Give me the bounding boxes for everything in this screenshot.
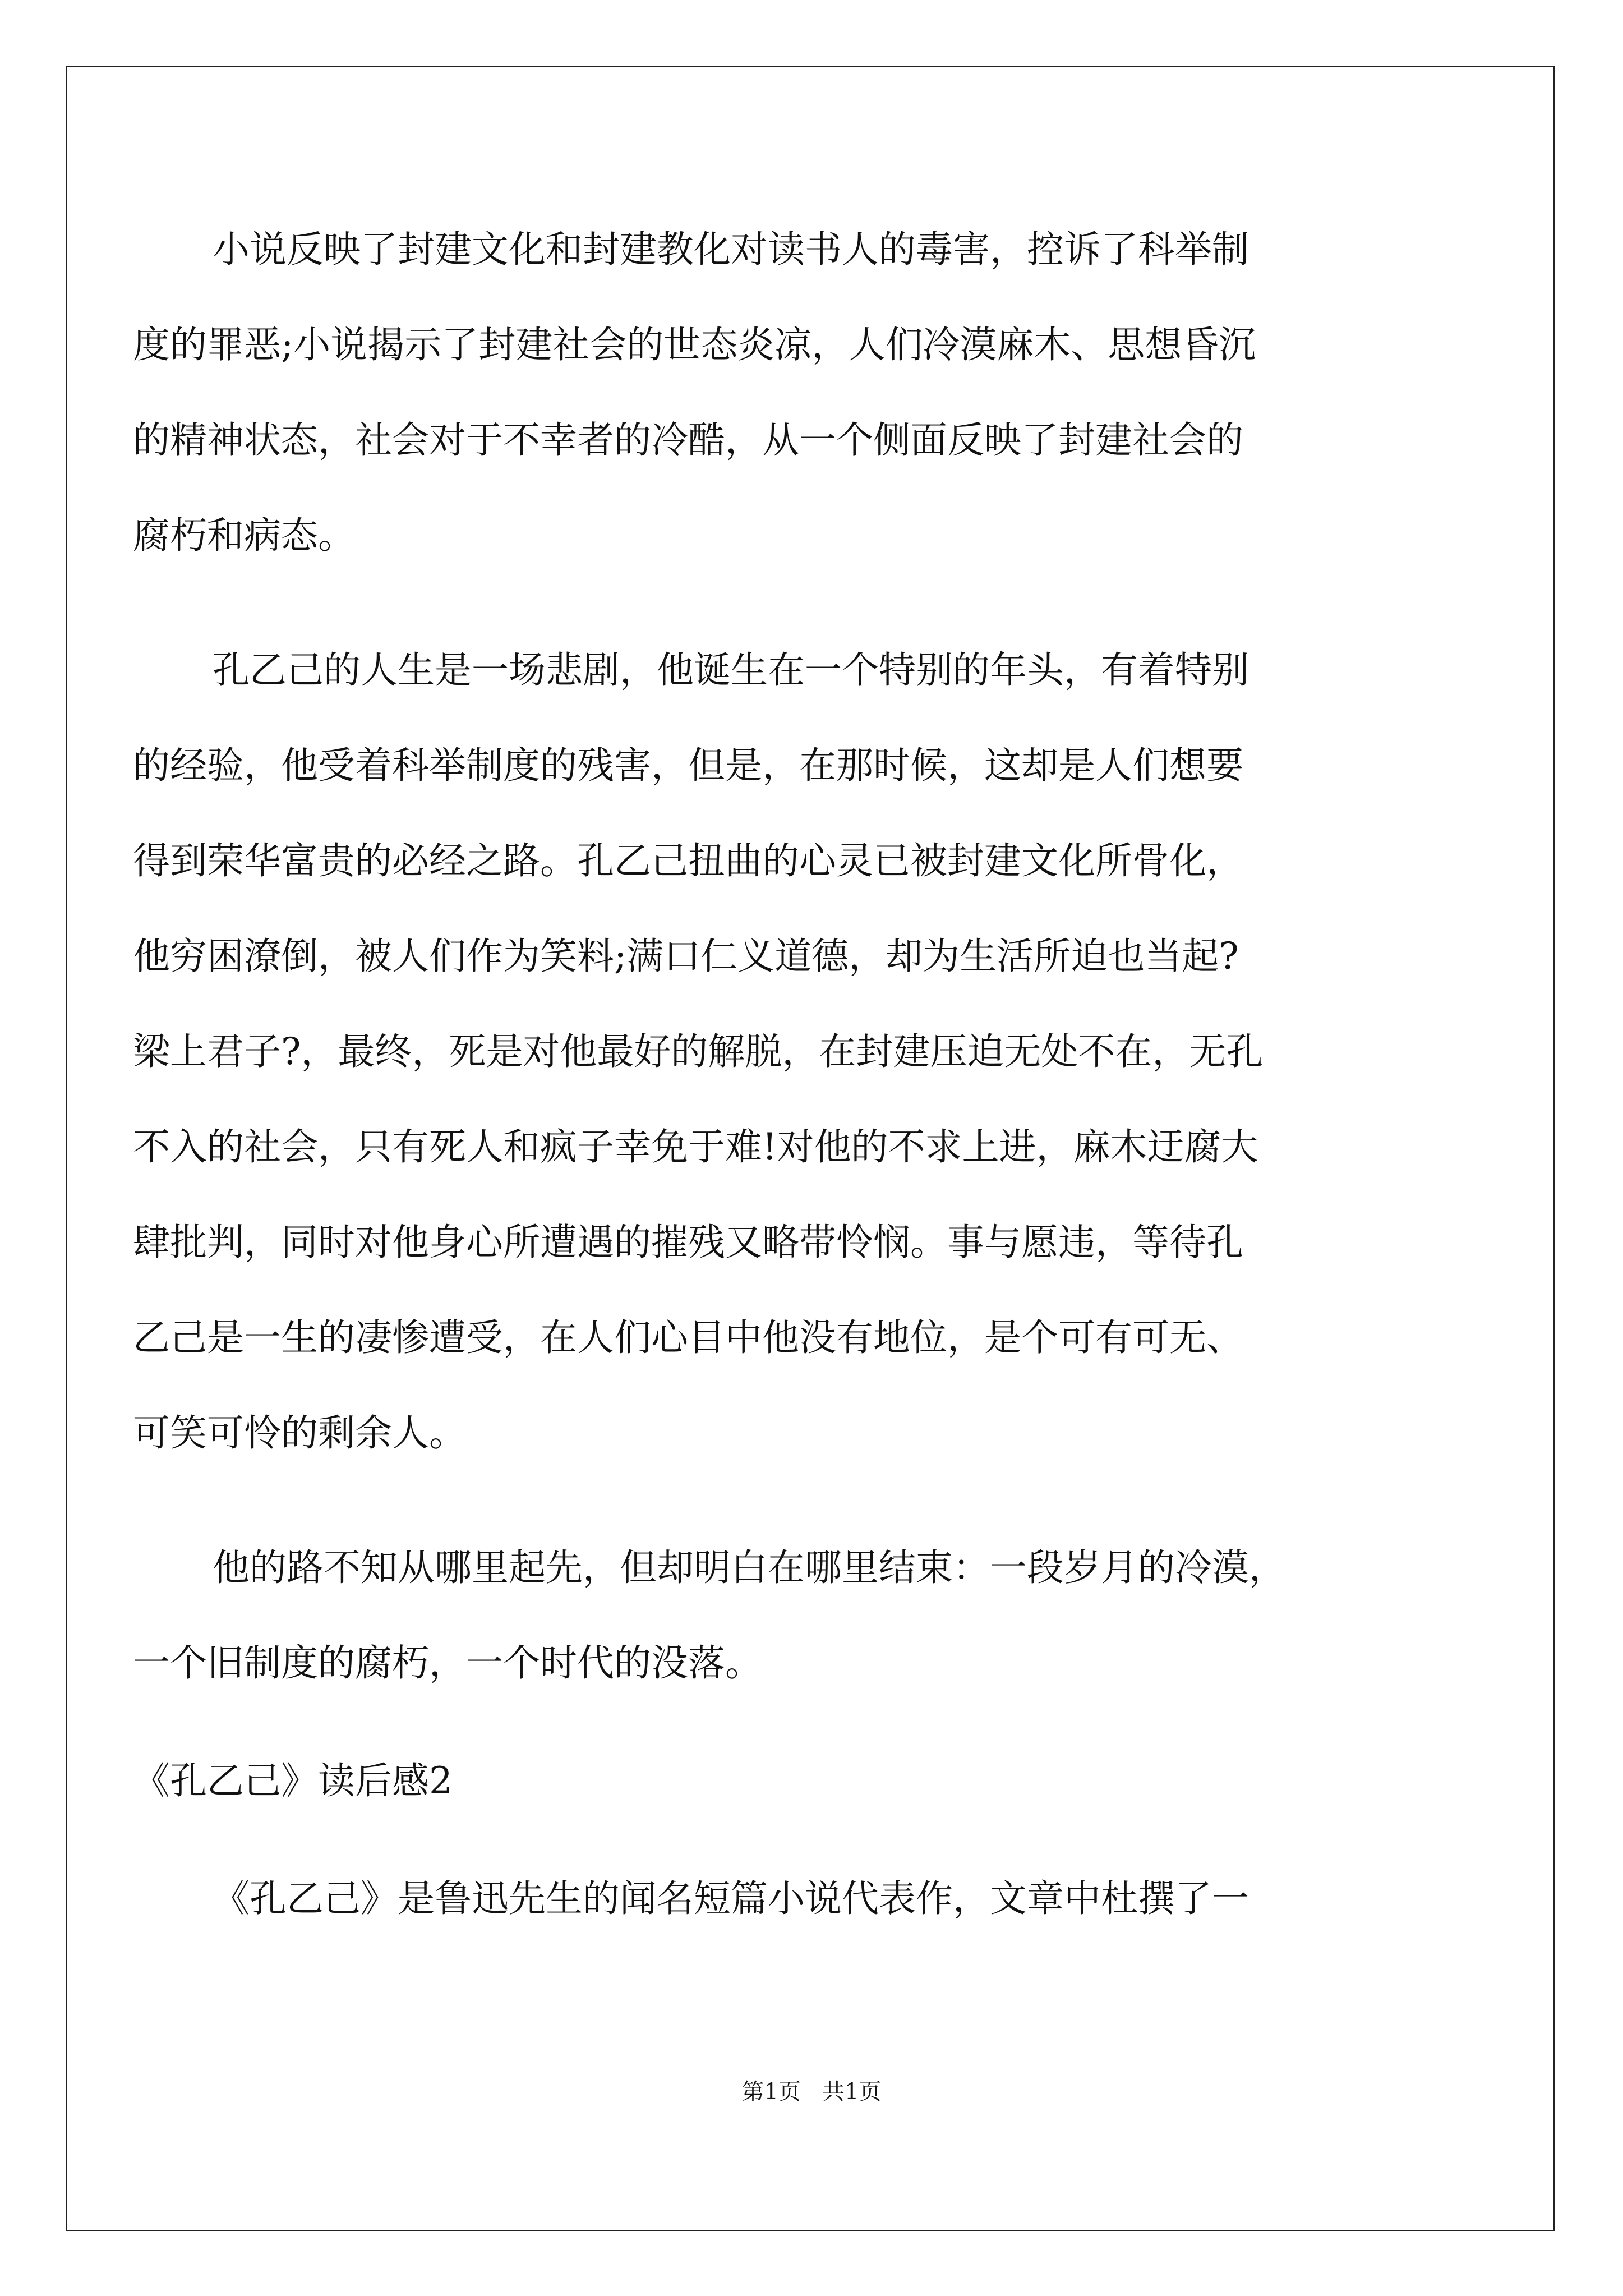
paragraph-2-line-6: 不入的社会，只有死人和疯子幸免于难!对他的不求上进，麻木迂腐大 [133,1125,1258,1168]
paragraph-2-line-1: 孔乙己的人生是一场悲剧，他诞生在一个特别的年头，有着特别 [213,648,1249,692]
paragraph-3-line-2: 一个旧制度的腐朽，一个时代的没落。 [133,1641,762,1685]
paragraph-2-line-7: 肆批判，同时对他身心所遭遇的摧残又略带怜悯。事与愿违，等待孔 [133,1221,1243,1264]
paragraph-2-line-5: 梁上君子?，最终，死是对他最好的解脱，在封建压迫无处不在，无孔 [133,1030,1264,1073]
paragraph-2-line-2: 的经验，他受着科举制度的残害，但是，在那时候，这却是人们想要 [133,744,1243,787]
paragraph-1-line-4: 腐朽和病态。 [133,514,355,557]
paragraph-2-line-4: 他穷困潦倒，被人们作为笑料;满口仁义道德，却为生活所迫也当起? [133,935,1239,978]
page-footer: 第1页 共1页 [741,2079,882,2105]
paragraph-1-line-2: 度的罪恶;小说揭示了封建社会的世态炎凉，人们冷漠麻木、思想昏沉 [133,323,1256,366]
paragraph-2-line-8: 乙己是一生的凄惨遭受，在人们心目中他没有地位，是个可有可无、 [133,1316,1243,1359]
paragraph-3-line-1: 他的路不知从哪里起先，但却明白在哪里结束：一段岁月的冷漠， [213,1546,1286,1589]
paragraph-1-line-1: 小说反映了封建文化和封建教化对读书人的毒害，控诉了科举制 [213,228,1249,271]
paragraph-4-line-1: 《孔乙己》是鲁迅先生的闻名短篇小说代表作，文章中杜撰了一 [213,1877,1249,1920]
paragraph-2-line-3: 得到荣华富贵的必经之路。孔乙己扭曲的心灵已被封建文化所骨化， [133,839,1243,882]
paragraph-1-line-3: 的精神状态，社会对于不幸者的冷酷，从一个侧面反映了封建社会的 [133,418,1243,462]
section-heading: 《孔乙己》读后感2 [133,1759,453,1802]
paragraph-2-line-9: 可笑可怜的剩余人。 [133,1411,466,1455]
